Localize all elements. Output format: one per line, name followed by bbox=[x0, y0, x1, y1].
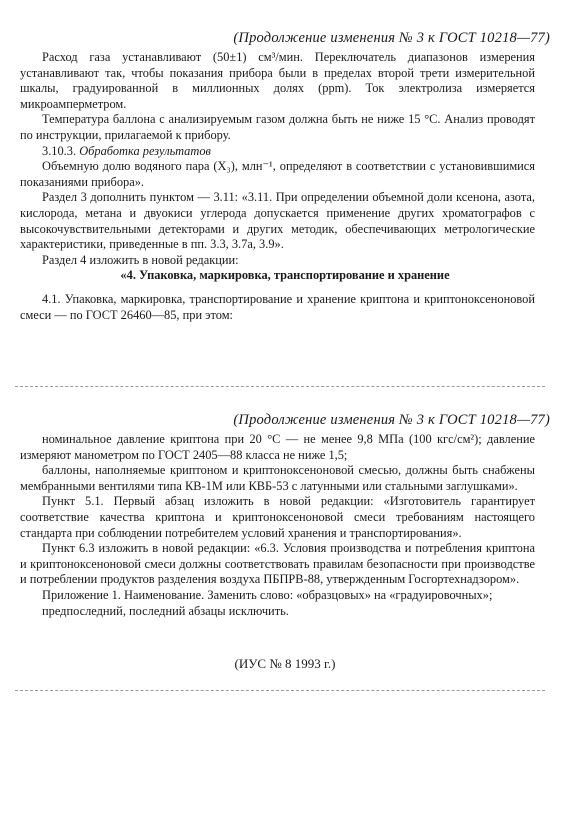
paragraph: Расход газа устанавливают (50±1) см³/мин. Переключатель диапазонов измерения устанавливают так, чтобы показания прибора были в пределах второй трети измерительной шкалы, градуированной в миллионных долях (ppm). Ток электролиза измеряется микроамперметром. bbox=[20, 50, 535, 111]
page-header-mid: (Продолжение изменения № 3 к ГОСТ 10218—77) bbox=[233, 412, 550, 428]
section-4-title: «4. Упаковка, маркировка, транспортирование и хранение bbox=[120, 268, 450, 282]
page-bottom-rule bbox=[15, 690, 545, 691]
paragraph: Температура баллона с анализируемым газом должна быть не ниже 15 °С. Анализ проводят по инструкции, прилагаемой к прибору. bbox=[20, 112, 535, 142]
clause-number: 3.10.3. bbox=[42, 143, 77, 158]
paragraph: 4.1. Упаковка, маркировка, транспортирование и хранение криптона и криптоноксеноновой смеси — по ГОСТ 26460—85, при этом: bbox=[20, 292, 535, 322]
text-block-4 bbox=[20, 432, 535, 619]
page-header-top: (Продолжение изменения № 3 к ГОСТ 10218—77) bbox=[233, 30, 550, 46]
paragraph: Раздел 4 изложить в новой редакции: bbox=[42, 252, 239, 267]
paragraph: Пункт 5.1. Первый абзац изложить в новой редакции: «Изготовитель гарантирует соответствие качества криптона и криптоноксеноновой смеси требованиям настоящего стандарта при соблюдении потребителем условий хранения и транспортирования». bbox=[20, 494, 535, 540]
ius-reference: (ИУС № 8 1993 г.) bbox=[234, 656, 336, 671]
clause-heading bbox=[20, 144, 535, 160]
paragraph: Объемную долю водяного пара (X₃), млн⁻¹, определяют в соответствии с установившимися показаниями прибора». bbox=[20, 159, 535, 189]
page-break-rule bbox=[15, 386, 545, 387]
paragraph: баллоны, наполняемые криптоном и криптоноксеноновой смесью, должны быть снабжены мембранными вентилями типа КВ-1М или КВБ-53 с латунными или стальными заглушками». bbox=[20, 463, 535, 493]
paragraph: предпоследний, последний абзацы исключить. bbox=[42, 603, 289, 618]
paragraph: Пункт 6.3 изложить в новой редакции: «6.3. Условия производства и потребления криптона и криптоноксеноновой смеси должны соответствовать правилам безопасности при производстве и потреблении продуктов разделения воздуха ПБПРВ-88, утвержденным Госгортехнадзором». bbox=[20, 541, 535, 587]
text-block-3 bbox=[20, 292, 535, 323]
paragraph: Приложение 1. Наименование. Заменить слово: «образцовых» на «градуировочных»; bbox=[42, 587, 493, 602]
paragraph: номинальное давление криптона при 20 °С — не менее 9,8 МПа (100 кгс/см²); давление измеряют манометром по ГОСТ 2405—88 класса не ниже 1,5; bbox=[20, 432, 535, 462]
text-block-1 bbox=[20, 50, 535, 268]
paragraph: Раздел 3 дополнить пунктом — 3.11: «3.11. При определении объемной доли ксенона, азота, кислорода, метана и двуокиси углерода допускается применение других хроматографов с высокочувствительными детекторами и других методик, обеспечивающих метрологические характеристики, приведенные в пп. 3.3, 3.7а, 3.9». bbox=[20, 190, 535, 252]
clause-title: Обработка результатов bbox=[79, 143, 211, 158]
